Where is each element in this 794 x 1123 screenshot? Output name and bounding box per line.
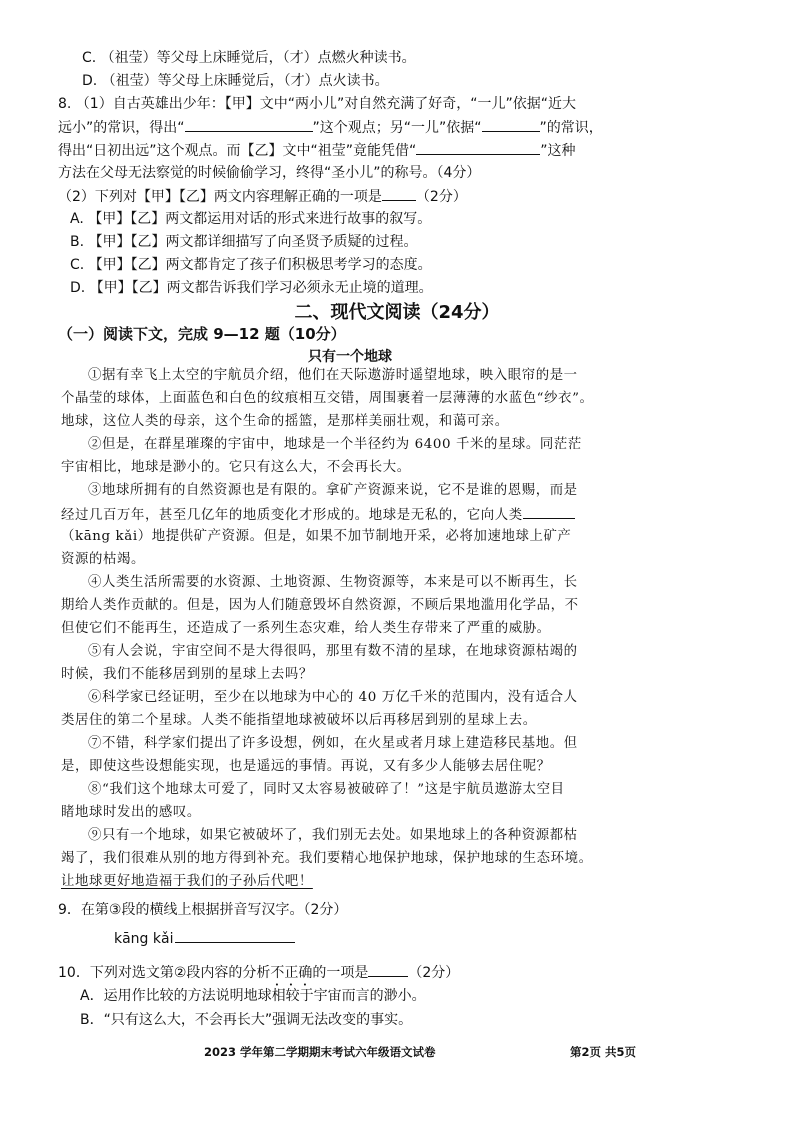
answer-blank[interactable] xyxy=(368,962,408,977)
q8-part1-line1: 8. （1）自古英雄出少年：【甲】文中“两小儿”对自然充满了好奇，“一儿”依据“近大 xyxy=(58,96,576,112)
q8-part1-line2 xyxy=(58,117,603,138)
passage-line: ①据有幸飞上太空的宇航员介绍，他们在天际遨游时遥望地球，映入眼帘的是一 xyxy=(88,368,578,383)
q8-part1-line4: 方法在父母无法察觉的时候偷偷学习，终得“圣小儿”的称号。（4分） xyxy=(58,165,481,181)
q10-text: 10．下列对选文第②段内容的分析 xyxy=(58,965,271,981)
passage-line: 资源的枯竭。 xyxy=(61,552,145,567)
passage-line: 但使它们不能再生，还造成了一系列生态灾难，给人类生存带来了严重的威胁。 xyxy=(61,621,551,636)
passage-line: 宇宙相比，地球是渺小的。它只有这么大，不会再长大。 xyxy=(61,460,411,475)
footer-title: 2023 学年第二学期期末考试六年级语文试卷 xyxy=(204,1045,436,1059)
passage-line: ③地球所拥有的自然资源也是有限的。拿矿产资源来说，它不是谁的恩赐，而是 xyxy=(88,483,578,498)
passage-line: 个晶莹的球体，上面蓝色和白色的纹痕相互交错，周围裹着一层薄薄的水蓝色“纱衣”。 xyxy=(61,391,594,406)
passage-line: 睹地球时发出的感叹。 xyxy=(61,805,201,820)
passage-line: ⑤有人会说，宇宙空间不是大得很吗，那里有数不清的星球，在地球资源枯竭的 xyxy=(88,644,578,659)
passage-line: ⑥科学家已经证明，至少在以地球为中心的 40 万亿千米的范围内，没有适合人 xyxy=(88,690,578,705)
passage-line: 类居住的第二个星球。人类不能指望地球被破坏以后再移居到别的星球上去。 xyxy=(61,713,537,728)
footer-page-number: 第2页 共5页 xyxy=(570,1045,637,1059)
answer-blank[interactable] xyxy=(382,186,416,201)
passage-line: 是，即使这些设想能实现，也是遥远的事情。再说，又有多少人能够去居住呢？ xyxy=(61,759,551,774)
answer-blank[interactable] xyxy=(175,928,295,943)
q8-option-b: B. 【甲】【乙】两文都详细描写了向圣贤予质疑的过程。 xyxy=(70,234,418,250)
passage-line: 时候，我们不能移居到别的星球上去吗？ xyxy=(61,667,313,682)
q8-option-c: C. 【甲】【乙】两文都肯定了孩子们积极思考学习的态度。 xyxy=(70,257,432,273)
answer-blank[interactable] xyxy=(185,117,313,132)
q7-option-c: C. （祖莹）等父母上床睡觉后，（才）点燃火种读书。 xyxy=(82,50,416,66)
passage-line: ④人类生活所需要的水资源、土地资源、生物资源等，本来是可以不断再生，长 xyxy=(88,575,578,590)
article-title: 只有一个地球 xyxy=(308,349,392,365)
passage-line: 让地球更好地造福于我们的子孙后代吧！ xyxy=(61,874,313,889)
passage-line: ②但是，在群星璀璨的宇宙中，地球是一个半径约为 6400 千米的星球。同茫茫 xyxy=(88,437,582,452)
passage-line: 地球，这位人类的母亲，这个生命的摇篮，是那样美丽壮观，和蔼可亲。 xyxy=(61,414,509,429)
q10-text: 的一项是 xyxy=(312,965,369,981)
q10-option-b: B．“只有这么大，不会再长大”强调无法改变的事实。 xyxy=(80,1012,413,1028)
passage-line: ⑦不错，科学家们提出了许多设想，例如，在火星或者月球上建造移民基地。但 xyxy=(88,736,578,751)
q10-emphasis: 不正确 xyxy=(270,965,313,981)
q9-pinyin-line xyxy=(114,928,295,949)
q9-stem: 9．在第③段的横线上根据拼音写汉字。（2分） xyxy=(58,902,348,918)
passage-line: 竭了，我们很难从别的地方得到补充。我们要精心地保护地球，保护地球的生态环境。 xyxy=(61,851,593,866)
q8-option-a: A. 【甲】【乙】两文都运用对话的形式来进行故事的叙写。 xyxy=(70,211,432,227)
section-subtitle: （一）阅读下文，完成 9—12 题（10分） xyxy=(58,325,346,343)
q8-text: ”这种 xyxy=(540,143,576,159)
answer-blank[interactable] xyxy=(523,504,575,519)
q8-part1-line3 xyxy=(58,140,576,161)
q8-text: 得出“日初出远”这个观点。而【乙】文中“祖莹”竟能凭借“ xyxy=(58,143,417,159)
q10-text: （2分） xyxy=(408,965,460,981)
q9-pinyin: kāng kǎi xyxy=(114,931,174,947)
q7-option-d: D. （祖莹）等父母上床睡觉后，（才）点火读书。 xyxy=(82,73,389,89)
passage-line xyxy=(61,504,575,526)
passage-text: 经过几百万年，甚至几亿年的地质变化才形成的。地球是无私的，它向人类 xyxy=(61,508,523,523)
q10-option-a: A．运用作比较的方法说明地球相较于宇宙而言的渺小。 xyxy=(80,988,426,1004)
q8-text: 远小”的常识，得出“ xyxy=(58,120,185,136)
q8-text: ”的常识， xyxy=(539,120,603,136)
passage-line: 期给人类作贡献的。但是，因为人们随意毁坏自然资源，不顾后果地滥用化学品，不 xyxy=(61,598,579,613)
q8-part2-stem xyxy=(58,186,467,207)
q10-stem xyxy=(58,962,459,989)
answer-blank[interactable] xyxy=(482,117,540,132)
answer-blank[interactable] xyxy=(416,140,540,155)
passage-line: ⑧“我们这个地球太可爱了，同时又太容易被破碎了！”这是宇航员遨游太空目 xyxy=(88,782,565,797)
q8-option-d: D. 【甲】【乙】两文都告诉我们学习必须永无止境的道理。 xyxy=(70,280,433,296)
passage-line: （kāng kǎi）地提供矿产资源。但是，如果不加节制地开采，必将加速地球上矿产 xyxy=(61,529,572,544)
q8-text: （2分） xyxy=(415,189,467,205)
passage-line: ⑨只有一个地球，如果它被破坏了，我们别无去处。如果地球上的各种资源都枯 xyxy=(88,828,578,843)
q8-text: ”这个观点；另“一儿”依据“ xyxy=(312,120,482,136)
section-title: 二、现代文阅读（24分） xyxy=(294,302,500,323)
q8-text: （2）下列对【甲】【乙】两文内容理解正确的一项是 xyxy=(58,189,382,205)
